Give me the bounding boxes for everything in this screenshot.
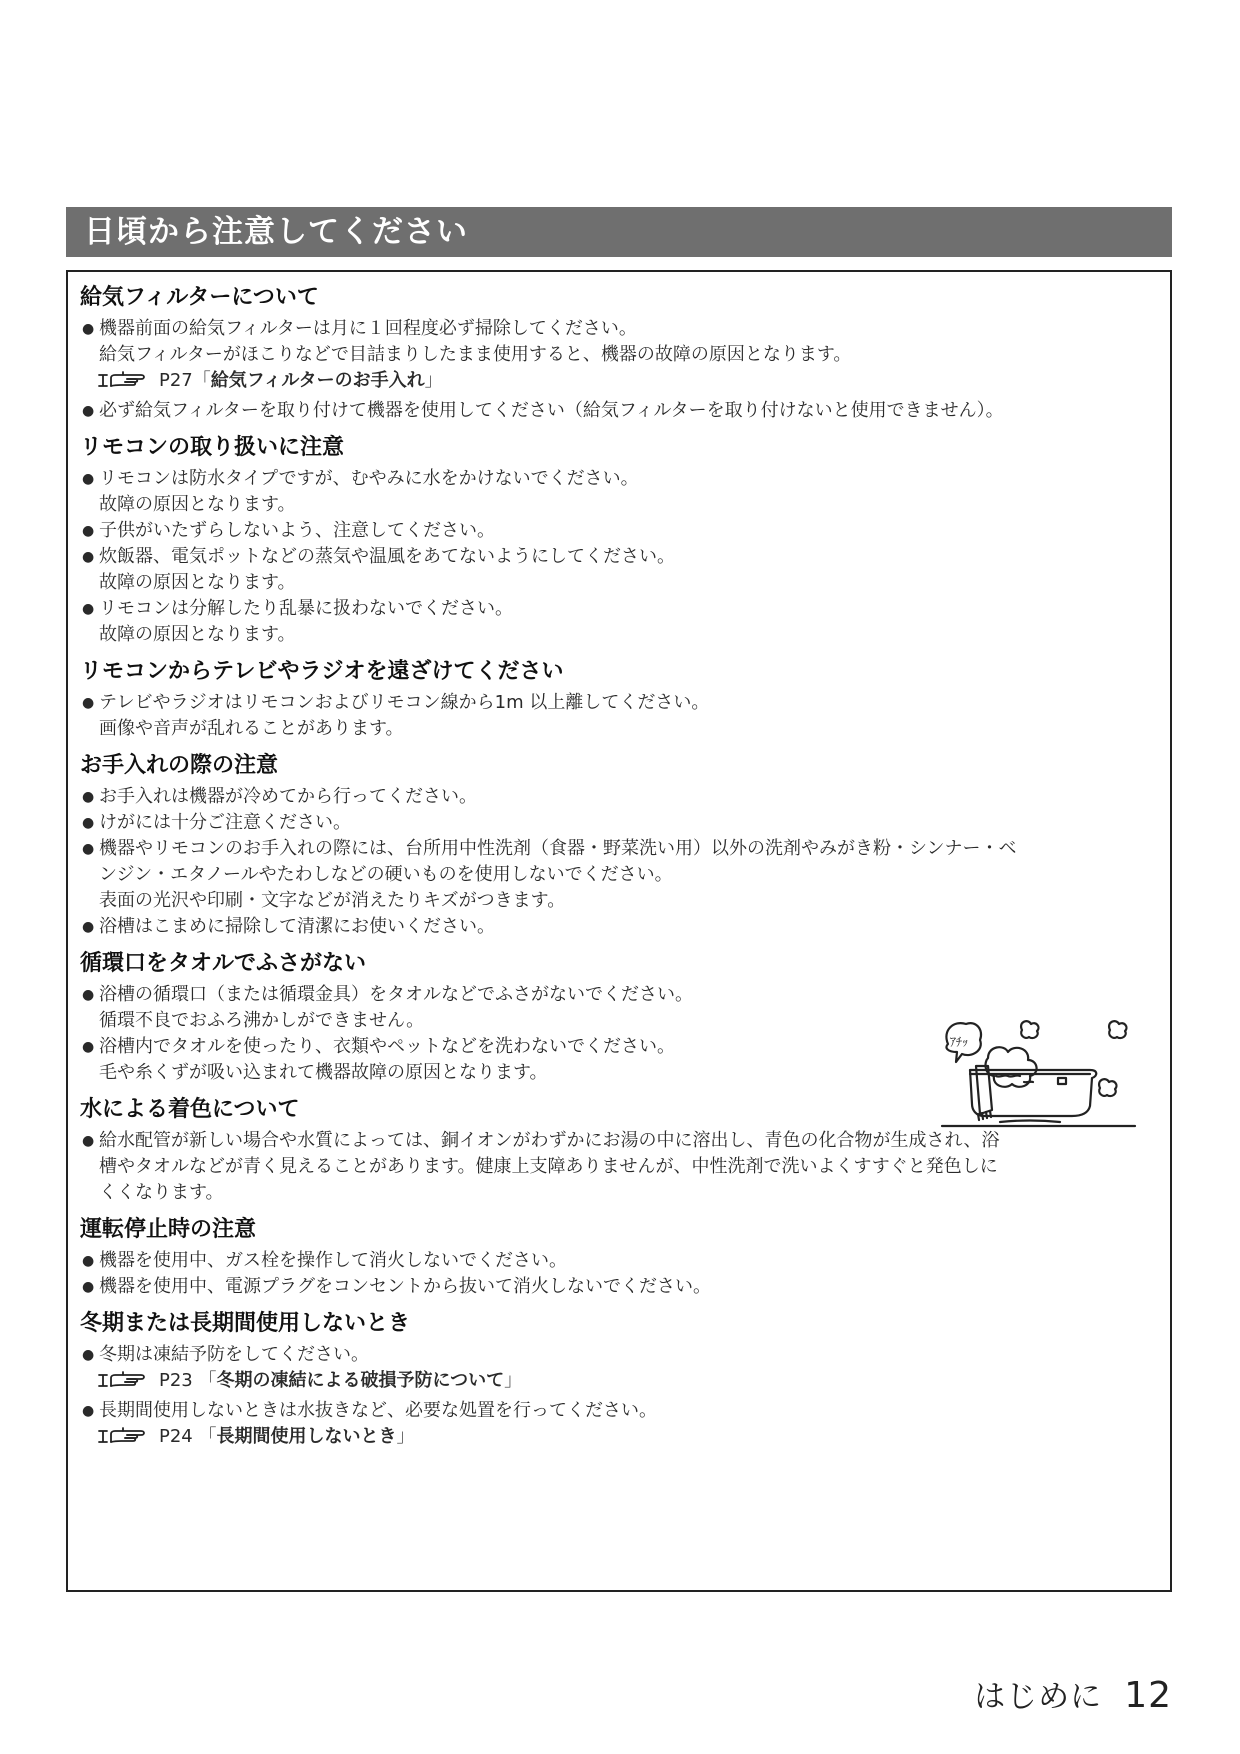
item-text-line: 故障の原因となります。	[99, 624, 296, 645]
reference-label: 長期間使用しないとき	[216, 1426, 397, 1447]
item-text-line: 浴槽はこまめに掃除して清潔にお使いください。	[99, 916, 495, 937]
section-heading: リモコンからテレビやラジオを遠ざけてください	[80, 659, 564, 684]
section-heading: リモコンの取り扱いに注意	[80, 435, 345, 460]
item-text-line: 給気フィルターがほこりなどで目詰まりしたまま使用すると、機器の故障の原因となります。	[99, 344, 852, 365]
section-heading: 水による着色について	[80, 1097, 300, 1122]
bullet-item	[80, 1398, 1160, 1454]
bullet-dot-icon: ●	[82, 987, 95, 1003]
reference-close-bracket: 」	[396, 1426, 415, 1447]
section-heading: 運転停止時の注意	[80, 1217, 257, 1242]
bullet-item	[80, 1248, 1160, 1274]
reference-page: P24	[159, 1426, 193, 1447]
item-text-line: 循環不良でおふろ沸かしができません。	[99, 1010, 425, 1031]
bullet-dot-icon: ●	[82, 523, 95, 539]
notice-content	[80, 278, 1160, 1454]
page-reference	[97, 1368, 1160, 1398]
bullet-dot-icon: ●	[82, 1403, 95, 1419]
reference-label: 給気フィルターのお手入れ	[210, 370, 425, 391]
section-heading: お手入れの際の注意	[80, 753, 279, 778]
item-text-line: 故障の原因となります。	[99, 572, 296, 593]
steam-puff-icon	[1109, 1021, 1126, 1038]
section-heading: 給気フィルターについて	[80, 285, 319, 310]
reference-text	[159, 1426, 415, 1447]
item-text-line: リモコンは防水タイプですが、むやみに水をかけないでください。	[99, 468, 639, 489]
item-text-line: 冬期は凍結予防をしてください。	[99, 1344, 369, 1365]
item-text-line: 機器前面の給気フィルターは月に１回程度必ず掃除してください。	[99, 318, 637, 339]
reference-text	[159, 1370, 522, 1391]
bullet-dot-icon: ●	[82, 601, 95, 617]
notice-section	[80, 1310, 1160, 1454]
item-text-line: 給水配管が新しい場合や水質によっては、銅イオンがわずかにお湯の中に溶出し、青色の化合物が生成され、浴	[99, 1130, 1000, 1151]
item-text-line: 必ず給気フィルターを取り付けて機器を使用してください（給気フィルターを取り付けないと使用できません）。	[99, 400, 1004, 421]
item-text-line: お手入れは機器が冷めてから行ってください。	[99, 786, 477, 807]
pointing-hand-icon	[97, 370, 153, 398]
bullet-item	[80, 466, 1160, 518]
item-text-line: 子供がいたずらしないよう、注意してください。	[99, 520, 495, 541]
notice-section	[80, 284, 1160, 424]
item-text-line: テレビやラジオはリモコンおよびリモコン線から1m 以上離してください。	[99, 692, 710, 713]
bullet-item	[80, 518, 1160, 544]
page-title: 日頃から注意してください	[66, 207, 1172, 257]
reference-open-bracket: 「	[192, 1426, 217, 1447]
bullet-dot-icon: ●	[82, 1039, 95, 1055]
item-text-line: 炊飯器、電気ポットなどの蒸気や温風をあてないようにしてください。	[99, 546, 675, 567]
item-text-line: 毛や糸くずが吸い込まれて機器故障の原因となります。	[99, 1062, 548, 1083]
bullet-item	[80, 810, 1160, 836]
bullet-item	[80, 784, 1160, 810]
page-reference	[97, 1424, 1160, 1454]
pointing-hand-icon	[97, 1426, 153, 1454]
reference-page: P23	[159, 1370, 193, 1391]
item-text-line: くくなります。	[99, 1182, 224, 1203]
page-reference	[97, 368, 1160, 398]
item-text-line: 表面の光沢や印刷・文字などが消えたりキズがつきます。	[99, 890, 566, 911]
bullet-item	[80, 398, 1160, 424]
reference-open-bracket: 「	[192, 370, 211, 391]
bullet-dot-icon: ●	[82, 919, 95, 935]
item-text-line: 槽やタオルなどが青く見えることがあります。健康上支障ありませんが、中性洗剤で洗いよくすすぐと発色しに	[99, 1156, 998, 1177]
notice-section	[80, 434, 1160, 648]
reference-close-bracket: 」	[424, 370, 443, 391]
bathtub-illustration	[940, 1018, 1145, 1143]
reference-page: P27	[159, 370, 193, 391]
page-footer	[974, 1671, 1172, 1716]
item-text-line: リモコンは分解したり乱暴に扱わないでください。	[99, 598, 513, 619]
bullet-item	[80, 836, 1160, 914]
bullet-dot-icon: ●	[82, 841, 95, 857]
page-number: 12	[1124, 1675, 1172, 1716]
chapter-label: はじめに	[974, 1679, 1103, 1715]
bullet-dot-icon: ●	[82, 471, 95, 487]
item-text-line: けがには十分ご注意ください。	[99, 812, 351, 833]
bullet-dot-icon: ●	[82, 789, 95, 805]
item-text-line: 浴槽内でタオルを使ったり、衣類やペットなどを洗わないでください。	[99, 1036, 675, 1057]
item-text-line: 機器を使用中、ガス栓を操作して消火しないでください。	[99, 1250, 567, 1271]
notice-section	[80, 752, 1160, 940]
item-text-line: 画像や音声が乱れることがあります。	[99, 718, 404, 739]
item-text-line: 浴槽の循環口（または循環金具）をタオルなどでふさがないでください。	[99, 984, 693, 1005]
bullet-item	[80, 544, 1160, 596]
section-heading: 循環口をタオルでふさがない	[80, 951, 367, 976]
bullet-dot-icon: ●	[82, 321, 95, 337]
reference-open-bracket: 「	[192, 1370, 217, 1391]
bullet-dot-icon: ●	[82, 1279, 95, 1295]
bullet-dot-icon: ●	[82, 1253, 95, 1269]
bullet-item	[80, 1342, 1160, 1398]
bullet-item	[80, 914, 1160, 940]
pointing-hand-icon	[97, 1370, 153, 1398]
reference-label: 冬期の凍結による破損予防について	[216, 1370, 505, 1391]
reference-text	[159, 370, 443, 391]
notice-section	[80, 658, 1160, 742]
speech-bubble-text: ｱﾁｯ	[950, 1035, 969, 1049]
bullet-dot-icon: ●	[82, 403, 95, 419]
section-heading: 冬期または長期間使用しないとき	[80, 1311, 411, 1336]
item-text-line: 機器やリモコンのお手入れの際には、台所用中性洗剤（食器・野菜洗い用）以外の洗剤やみがき粉・シンナー・ベ	[99, 838, 1017, 859]
bullet-dot-icon: ●	[82, 695, 95, 711]
bullet-dot-icon: ●	[82, 1347, 95, 1363]
item-text-line: 長期間使用しないときは水抜きなど、必要な処置を行ってください。	[99, 1400, 657, 1421]
bullet-dot-icon: ●	[82, 1133, 95, 1149]
item-text-line: 機器を使用中、電源プラグをコンセントから抜いて消火しないでください。	[99, 1276, 711, 1297]
steam-puff-icon	[1099, 1079, 1116, 1096]
item-text-line: 故障の原因となります。	[99, 494, 296, 515]
item-text-line: ンジン・エタノールやたわしなどの硬いものを使用しないでください。	[99, 864, 673, 885]
steam-puff-icon	[1021, 1021, 1038, 1038]
bullet-dot-icon: ●	[82, 549, 95, 565]
bullet-item	[80, 1274, 1160, 1300]
bullet-item	[80, 316, 1160, 398]
bullet-item	[80, 690, 1160, 742]
notice-section	[80, 1216, 1160, 1300]
bullet-item	[80, 596, 1160, 648]
reference-close-bracket: 」	[504, 1370, 523, 1391]
bullet-dot-icon: ●	[82, 815, 95, 831]
